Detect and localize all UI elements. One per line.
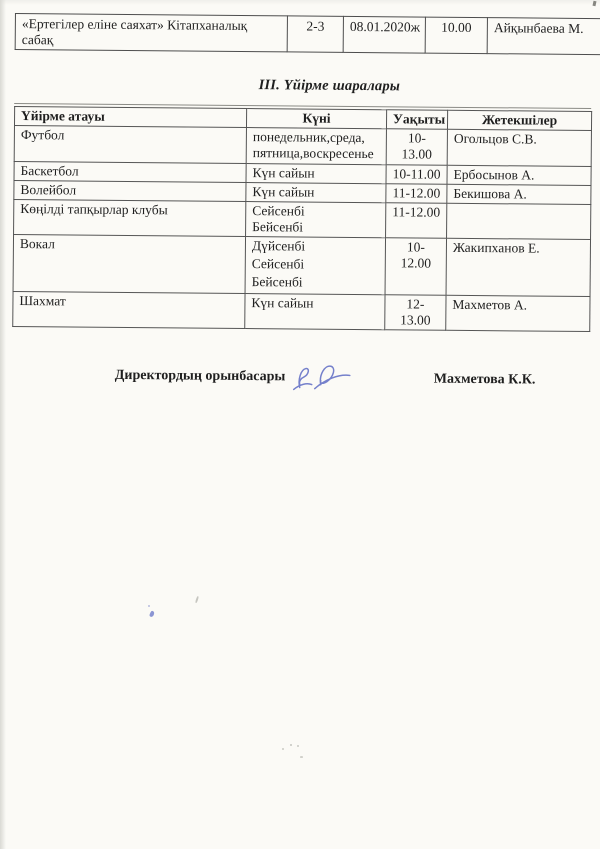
club-days-cell xyxy=(245,236,385,294)
club-time-cell: 11-12.00 xyxy=(386,203,447,238)
club-days-cell xyxy=(246,182,386,202)
club-leader-cell xyxy=(447,203,591,239)
header-club-days: Күні xyxy=(246,109,386,129)
club-name-cell: Волейбол xyxy=(14,180,246,201)
club-name-cell: Шахмат xyxy=(13,291,245,328)
club-leader-cell: Бекишова А. xyxy=(447,184,591,204)
club-time-cell: 12-13.00 xyxy=(385,294,446,329)
day-line: Күн сайын xyxy=(252,165,315,181)
club-days-cell xyxy=(246,164,386,184)
event-row xyxy=(15,14,600,55)
club-name-cell: Вокал xyxy=(13,234,245,293)
event-date-cell: 08.01.2020ж xyxy=(343,16,425,53)
header-club-name: Үйірме атауы xyxy=(14,107,246,128)
scan-speck xyxy=(282,748,284,750)
section-heading: III. Үйірме шаралары xyxy=(258,77,401,95)
handwritten-signature-ink xyxy=(291,357,353,400)
club-row xyxy=(14,199,591,239)
club-days-cell xyxy=(246,128,386,165)
day-line: Бейсенбі xyxy=(252,218,304,235)
club-row xyxy=(13,234,590,296)
events-table-fragment xyxy=(15,13,600,55)
day-line: пятница,воскресенье xyxy=(252,145,374,162)
club-leader-cell: Жакипханов Е. xyxy=(446,238,590,296)
scan-speck xyxy=(300,756,303,758)
club-name-cell: Баскетбол xyxy=(14,161,246,182)
club-leader-cell: Огольцов С.В. xyxy=(447,129,591,166)
event-activity-cell: «Ертегілер еліне саяхат» Кітапханалық сабақ xyxy=(15,14,287,52)
club-time-cell: 11-12.00 xyxy=(386,184,447,203)
signature-block xyxy=(0,355,597,410)
signer-name: Махметова К.К. xyxy=(433,371,536,388)
day-line: Сейсенбі xyxy=(252,202,305,219)
day-line: Бейсенбі xyxy=(251,273,303,290)
club-time-cell: 10-13.00 xyxy=(386,129,447,166)
club-name-cell: Көңілді тапқырлар клубы xyxy=(14,199,246,236)
club-leader-cell: Махметов А. xyxy=(446,295,590,331)
day-line: Дүйсенбі xyxy=(251,237,306,254)
scan-speck xyxy=(297,745,299,747)
club-time-cell: 10-11.00 xyxy=(386,165,447,184)
scan-speck xyxy=(290,744,292,746)
day-line: понедельник,среда, xyxy=(252,129,365,146)
event-grades-cell: 2-3 xyxy=(287,16,343,52)
day-line: Күн сайын xyxy=(251,294,314,311)
club-days-cell xyxy=(246,201,386,237)
club-days-cell xyxy=(245,293,385,329)
ink-speck xyxy=(148,605,150,607)
club-leader-cell: Ербосынов А. xyxy=(447,165,591,185)
event-time-cell: 10.00 xyxy=(425,17,487,53)
clubs-schedule-table xyxy=(12,106,592,332)
club-time-cell: 10-12.00 xyxy=(385,237,446,295)
day-line: Сейсенбі xyxy=(251,255,305,272)
event-responsible-cell: Айқынбаева М. xyxy=(487,18,600,55)
day-line: Күн сайын xyxy=(252,184,315,200)
signer-title: Директордың орынбасары xyxy=(114,367,286,385)
header-club-leader: Жетекшілер xyxy=(447,110,591,130)
header-club-time: Уақыты xyxy=(386,110,447,130)
club-row xyxy=(13,291,590,331)
club-row xyxy=(14,125,591,166)
club-name-cell: Футбол xyxy=(14,125,246,163)
